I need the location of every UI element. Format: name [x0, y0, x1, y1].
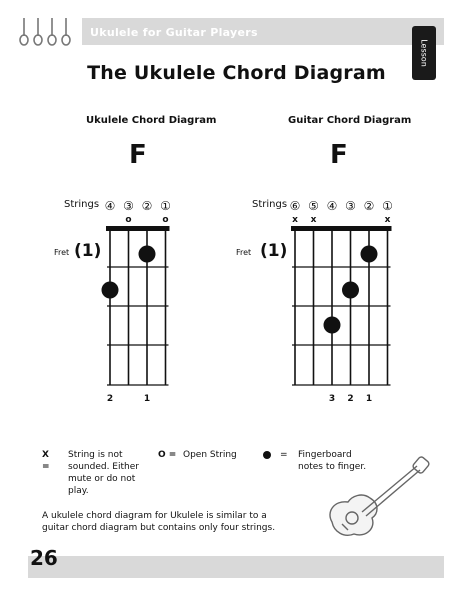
- legend-o-text: Open String: [183, 450, 237, 460]
- guitar-string-number: ③: [345, 199, 356, 213]
- section-tab-label: Lesson: [419, 39, 429, 67]
- guitar-string-number: ②: [363, 199, 375, 213]
- guitar-strings-label: Strings: [252, 199, 288, 210]
- guitar-string-number: ⑤: [308, 199, 319, 213]
- ukulele-finger-dot: [102, 282, 119, 299]
- legend-x-text: String is not sounded. Either mute or do not play.: [68, 450, 139, 496]
- ukulele-finger-dot: [139, 246, 156, 263]
- guitar-finger-number: 3: [328, 394, 336, 404]
- ukulele-fret-number: (1): [74, 241, 102, 261]
- guitar-finger-dot: [324, 317, 341, 334]
- header-title: Ukulele for Guitar Players: [90, 26, 258, 39]
- legend-dot-icon: [262, 450, 272, 460]
- guitar-finger-dot: [361, 246, 378, 263]
- guitar-diagram-title: Guitar Chord Diagram: [288, 115, 412, 126]
- page-title: The Ukulele Chord Diagram: [87, 62, 386, 84]
- ukulele-chord-name: F: [129, 140, 147, 170]
- ukulele-diagram-title: Ukulele Chord Diagram: [86, 115, 217, 126]
- guitar-string-number: ⑥: [289, 199, 301, 213]
- guitar-finger-dot: [342, 282, 359, 299]
- guitar-string-number: ①: [382, 199, 393, 213]
- ukulele-illustration: [322, 452, 436, 540]
- guitar-finger-number: 1: [365, 394, 373, 404]
- ukulele-fret-label: Fret: [54, 248, 70, 257]
- guitar-open-marker: x: [384, 215, 391, 225]
- guitar-finger-number: 2: [347, 394, 354, 404]
- page-number: 26: [30, 546, 58, 570]
- ukulele-finger-number: 1: [143, 394, 151, 404]
- ukulele-finger-number: 2: [106, 394, 114, 404]
- legend-o-key: O =: [158, 450, 177, 460]
- ukulele-open-marker: o: [162, 215, 169, 225]
- ukulele-string-number: ③: [123, 199, 134, 213]
- guitar-open-marker: x: [292, 215, 298, 225]
- ukulele-string-number: ④: [104, 199, 116, 213]
- explanation-note: A ukulele chord diagram for Ukulele is similar to a guitar chord diagram but contains only four strings.: [42, 511, 276, 533]
- ukulele-open-marker: o: [125, 215, 132, 225]
- ukulele-string-number: ①: [160, 199, 171, 213]
- guitar-chord-name: F: [330, 140, 348, 170]
- legend-dot-text: Fingerboard notes to finger.: [298, 450, 367, 472]
- guitar-fret-number: (1): [260, 241, 288, 261]
- ukulele-strings-label: Strings: [64, 199, 100, 210]
- guitar-string-number: ④: [326, 199, 338, 213]
- guitar-open-marker: x: [310, 215, 317, 225]
- guitar-fret-label: Fret: [236, 248, 252, 257]
- legend-x-key: X =: [42, 450, 50, 472]
- footer-band: [28, 556, 444, 578]
- ukulele-string-number: ②: [141, 199, 153, 213]
- legend-dot-key: =: [280, 450, 288, 460]
